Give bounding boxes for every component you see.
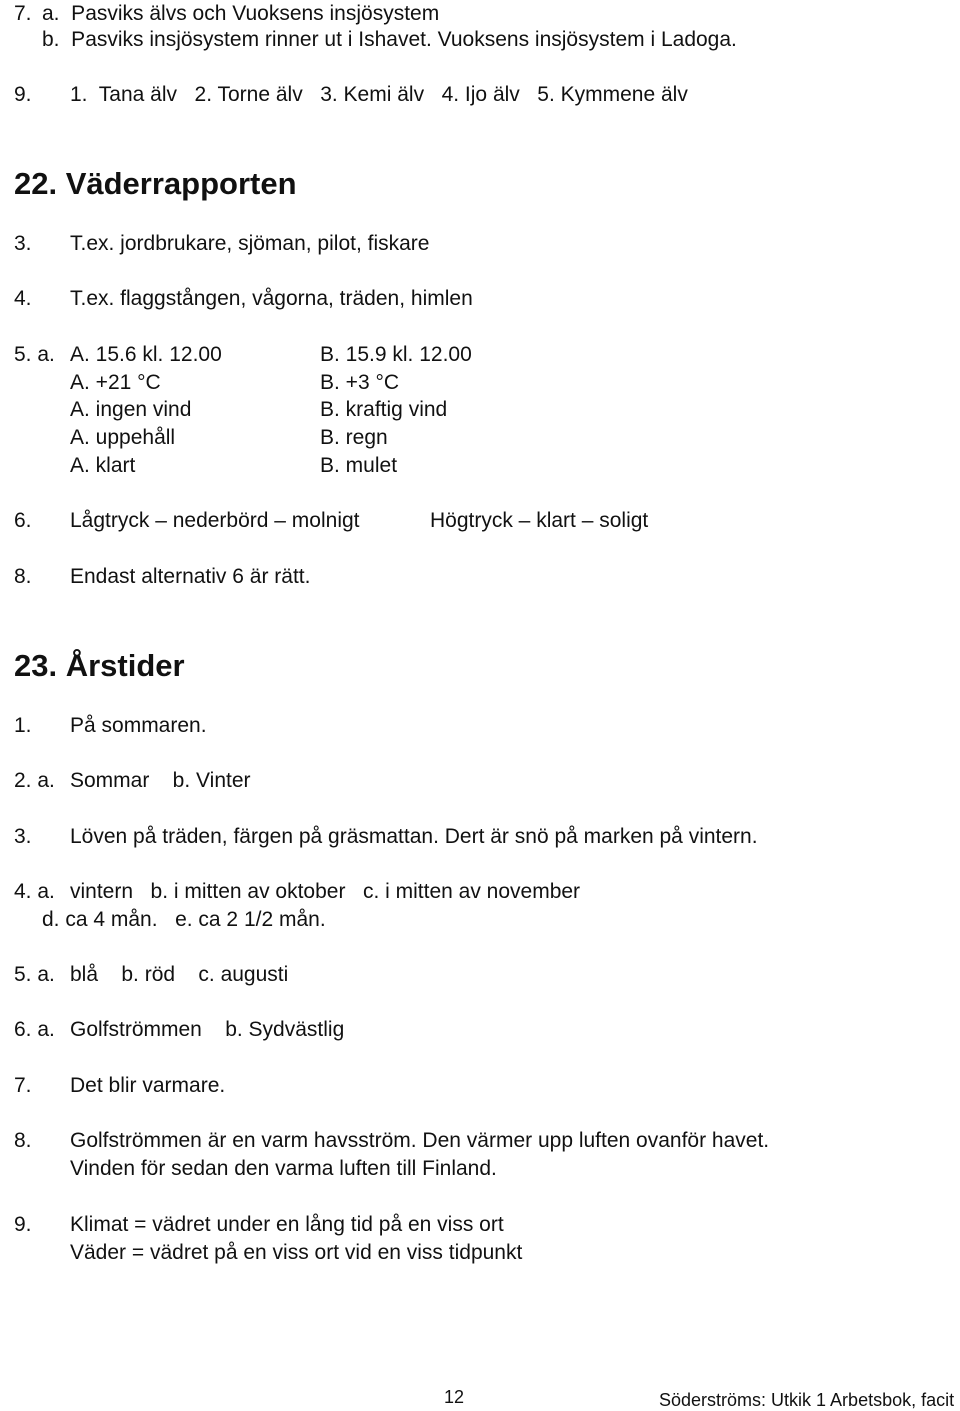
comparison-b: B. +3 °C [320,371,400,394]
answer-text-low-pressure: Lågtryck – nederbörd – molnigt [70,509,360,532]
comparison-a: A. ingen vind [70,398,192,421]
comparison-b: B. regn [320,426,388,449]
comparison-a: A. uppehåll [70,426,176,449]
answer-text: Väder = vädret på en viss ort vid en viss tidpunkt [70,1241,523,1264]
answer-number: 7. [14,1074,32,1097]
comparison-a: A. +21 °C [70,371,161,394]
answer-text: Klimat = vädret under en lång tid på en viss ort [70,1213,504,1236]
answer-text: b. Pasviks insjösystem rinner ut i Ishavet. Vuoksens insjösystem i Ladoga. [42,28,737,51]
answer-23-1 [0,712,207,740]
comparison-b: B. mulet [320,454,398,477]
answer-23-8 [0,1127,770,1155]
answer-22-5-row [0,424,388,452]
answer-23-4-cont [0,906,326,934]
answer-23-8-cont [0,1155,497,1183]
answer-text: På sommaren. [70,714,207,737]
answer-text: 1. Tana älv 2. Torne älv 3. Kemi älv 4. Ijo älv 5. Kymmene älv [70,83,688,106]
answer-number: 3. [14,232,32,255]
answer-text: Vinden för sedan den varma luften till Finland. [70,1157,497,1180]
answer-22-4 [0,285,473,313]
answer-22-8 [0,563,311,591]
answer-23-9 [0,1211,504,1239]
answer-23-3 [0,823,758,851]
answer-number: 9. [14,83,32,106]
answer-22-3 [0,230,430,258]
comparison-a: A. klart [70,454,136,477]
answer-22-5-row [0,341,472,369]
answer-number: 4. a. [14,880,55,903]
answer-text: T.ex. jordbrukare, sjöman, pilot, fiskare [70,232,430,255]
answer-text: Det blir varmare. [70,1074,226,1097]
answer-text: vintern b. i mitten av oktober c. i mitten av november [70,880,581,903]
answer-number: 5. a. [14,963,55,986]
chapter-heading-22: 22. Väderrapporten [14,166,297,201]
answer-text: d. ca 4 mån. e. ca 2 1/2 mån. [42,908,326,931]
answer-9 [0,81,688,109]
answer-number: 9. [14,1213,32,1236]
answer-text: Golfströmmen är en varm havsström. Den värmer upp luften ovanför havet. [70,1129,770,1152]
answer-text: Golfströmmen b. Sydvästlig [70,1018,345,1041]
answer-number: 1. [14,714,32,737]
answer-number: 8. [14,1129,32,1152]
answer-text: T.ex. flaggstången, vågorna, träden, himlen [70,287,473,310]
answer-number: 8. [14,565,32,588]
answer-number: 3. [14,825,32,848]
comparison-b: B. kraftig vind [320,398,448,421]
answer-text: Sommar b. Vinter [70,769,251,792]
answer-22-5-row [0,369,400,397]
answer-text: Endast alternativ 6 är rätt. [70,565,311,588]
answer-23-6 [0,1016,345,1044]
answer-23-9-cont [0,1239,523,1267]
answer-text-high-pressure: Högtryck – klart – soligt [430,509,649,532]
answer-text: Löven på träden, färgen på gräsmattan. Dert är snö på marken på vintern. [70,825,758,848]
page-number: 12 [444,1387,465,1407]
answer-7a [0,0,440,28]
answer-22-6 [0,507,649,535]
answer-23-2 [0,767,251,795]
answer-number: 4. [14,287,32,310]
answer-number: 5. a. [14,343,55,366]
answer-22-5-row [0,396,448,424]
answer-number: 6. a. [14,1018,55,1041]
answer-text: a. Pasviks älvs och Vuoksens insjösystem [42,2,440,25]
answer-7b [0,26,737,54]
answer-number: 2. a. [14,769,55,792]
answer-22-5-row [0,452,398,480]
chapter-heading-23: 23. Årstider [14,648,185,683]
comparison-a: A. 15.6 kl. 12.00 [70,343,222,366]
answer-23-5 [0,961,289,989]
footer-title: Söderströms: Utkik 1 Arbetsbok, facit [659,1390,955,1410]
answer-text: blå b. röd c. augusti [70,963,289,986]
comparison-b: B. 15.9 kl. 12.00 [320,343,472,366]
answer-number: 6. [14,509,32,532]
answer-23-4 [0,878,581,906]
answer-number: 7. [14,2,32,25]
answer-23-7 [0,1072,226,1100]
